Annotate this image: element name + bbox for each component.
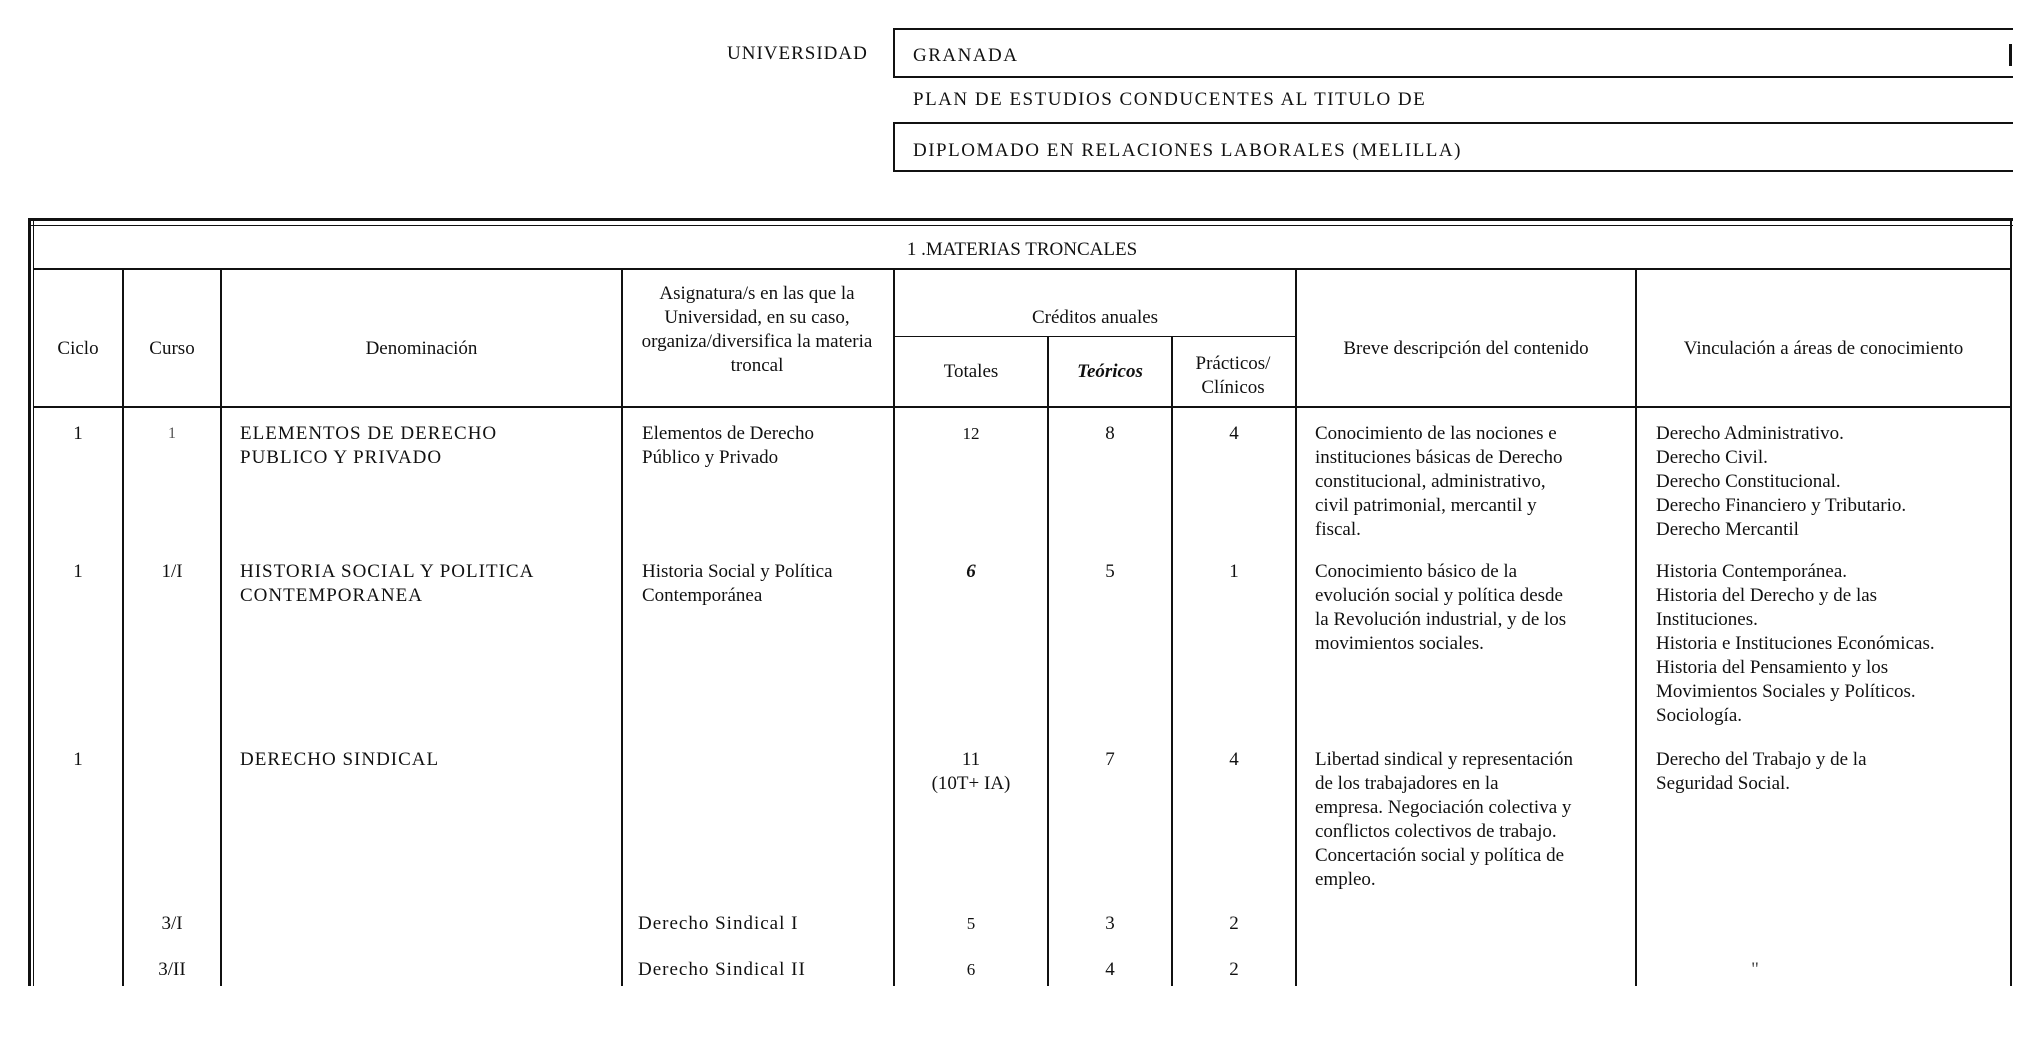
row-2-asignatura: Historia Social y Política Contemporánea <box>642 561 833 606</box>
col-header-practicos: Prácticos/ Clínicos <box>1195 353 1271 398</box>
plan-title: PLAN DE ESTUDIOS CONDUCENTES AL TITULO DE <box>913 89 1427 110</box>
row-2-descripcion: Conocimiento básico de la evolución social y política desde la Revolución industrial, y de los movimientos sociales. <box>1315 561 1567 654</box>
row-1-curso: 1 <box>168 425 176 442</box>
section-title-divider <box>34 268 2010 270</box>
table-left-border <box>28 218 31 986</box>
col-sep-7 <box>1295 268 1297 986</box>
col-header-curso: Curso <box>149 338 195 359</box>
row-4-teoricos: 3 <box>1105 913 1115 934</box>
col-sep-1 <box>122 268 124 986</box>
row-3-vinculacion: Derecho del Trabajo y de la Seguridad Social. <box>1656 749 1867 794</box>
row-2-teoricos: 5 <box>1105 561 1115 582</box>
university-box <box>893 28 2013 78</box>
university-value: GRANADA <box>913 45 1019 66</box>
row-1-teoricos: 8 <box>1105 423 1115 444</box>
row-4-totales: 5 <box>966 914 976 933</box>
row-1-asignatura: Elementos de Derecho Público y Privado <box>642 423 814 468</box>
section-title: 1 .MATERIAS TRONCALES <box>906 239 1138 260</box>
row-5-asignatura: Derecho Sindical II <box>638 959 806 980</box>
table-top-border <box>28 218 2013 226</box>
row-3-practicos: 4 <box>1229 749 1239 770</box>
row-1-denominacion: ELEMENTOS DE DERECHO PUBLICO Y PRIVADO <box>240 423 498 468</box>
row-5-teoricos: 4 <box>1105 959 1115 980</box>
col-header-vinculacion: Vinculación a áreas de conocimiento <box>1683 338 1964 359</box>
row-3-totales: 11 (10T+ IA) <box>931 749 1011 794</box>
degree-box <box>893 122 2013 172</box>
col-sep-3 <box>621 268 623 986</box>
university-label: UNIVERSIDAD <box>727 43 868 64</box>
row-5-curso: 3/II <box>158 959 186 980</box>
col-sep-8 <box>1635 268 1637 986</box>
row-2-curso: 1/I <box>161 561 183 582</box>
col-header-totales: Totales <box>943 361 999 382</box>
row-3-teoricos: 7 <box>1105 749 1115 770</box>
degree-value: DIPLOMADO EN RELACIONES LABORALES (MELILLA) <box>913 140 1462 161</box>
row-4-asignatura: Derecho Sindical I <box>638 913 799 934</box>
col-header-ciclo: Ciclo <box>57 338 99 359</box>
row-1-vinculacion: Derecho Administrativo. Derecho Civil. Derecho Constitucional. Derecho Financiero y Tributario. Derecho Mercantil <box>1656 423 1907 540</box>
header-bottom-line <box>34 406 2010 408</box>
row-1-ciclo: 1 <box>73 423 83 444</box>
col-header-creditos: Créditos anuales <box>1031 307 1159 328</box>
row-2-vinculacion: Historia Contemporánea. Historia del Derecho y de las Instituciones. Historia e Instituciones Económicas. Historia del Pensamiento y los Movimientos Sociales y Políticos. Sociología. <box>1656 561 1935 726</box>
row-4-curso: 3/I <box>161 913 183 934</box>
col-header-descripcion: Breve descripción del contenido <box>1343 338 1589 359</box>
row-5-vinculacion: " <box>1751 959 1759 980</box>
row-2-practicos: 1 <box>1229 561 1239 582</box>
row-2-denominacion: HISTORIA SOCIAL Y POLITICA CONTEMPORANEA <box>240 561 535 606</box>
col-header-teoricos: Teóricos <box>1077 361 1143 382</box>
row-2-ciclo: 1 <box>73 561 83 582</box>
creditos-sub-line <box>893 336 1295 337</box>
row-3-ciclo: 1 <box>73 749 83 770</box>
col-sep-2 <box>220 268 222 986</box>
row-5-practicos: 2 <box>1229 959 1239 980</box>
table-left-border-inner <box>33 218 34 986</box>
table-right-border <box>2010 218 2012 986</box>
row-2-totales: 6 <box>966 561 976 582</box>
row-1-totales: 12 <box>962 424 980 443</box>
row-1-practicos: 4 <box>1229 423 1239 444</box>
row-1-descripcion: Conocimiento de las nociones e instituciones básicas de Derecho constitucional, administrativo, civil patrimonial, mercantil y fiscal. <box>1315 423 1563 540</box>
row-4-practicos: 2 <box>1229 913 1239 934</box>
box-edge-mark <box>2009 44 2012 66</box>
col-header-asignatura: Asignatura/s en las que la Universidad, en su caso, organiza/diversifica la materia troncal <box>641 283 873 376</box>
row-3-descripcion: Libertad sindical y representación de los trabajadores en la empresa. Negociación colectiva y conflictos colectivos de trabajo. Concertación social y política de empleo. <box>1315 749 1573 890</box>
col-header-denominacion: Denominación <box>365 338 478 359</box>
row-3-denominacion: DERECHO SINDICAL <box>240 749 440 770</box>
row-5-totales: 6 <box>966 960 976 979</box>
